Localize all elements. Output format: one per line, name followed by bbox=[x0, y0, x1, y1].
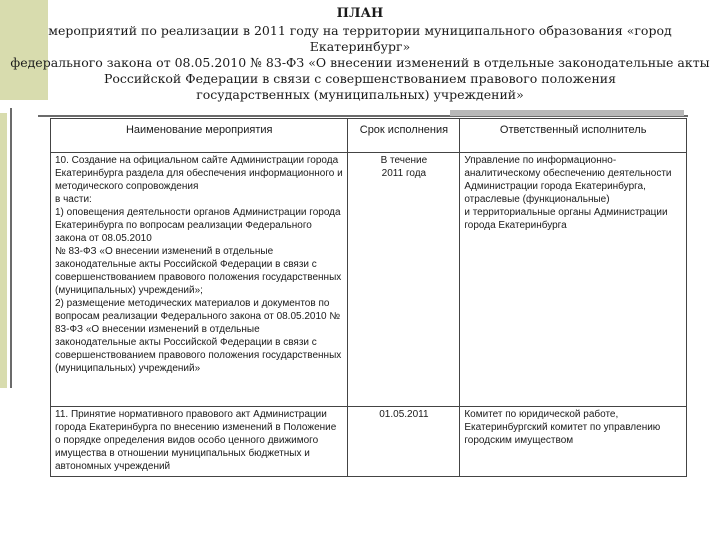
subtitle-line: федерального закона от 08.05.2010 № 83-ФЗ «О внесении изменений в отдельные законодательные акты bbox=[10, 55, 710, 70]
header-responsible: Ответственный исполнитель bbox=[460, 119, 687, 153]
cell-responsible: Комитет по юридической работе, Екатеринбургский комитет по управлению городским имуществом bbox=[460, 407, 687, 477]
decorative-vertical-line bbox=[10, 108, 12, 388]
table-header-row bbox=[51, 119, 687, 153]
decorative-bar-left bbox=[0, 113, 7, 388]
cell-deadline: 01.05.2011 bbox=[348, 407, 460, 477]
document-title: ПЛАН bbox=[336, 6, 384, 21]
decorative-gray-bar bbox=[450, 110, 684, 116]
table-row bbox=[51, 153, 687, 407]
subtitle-line: государственных (муниципальных) учреждений» bbox=[196, 87, 524, 102]
table-row bbox=[51, 407, 687, 477]
header-name: Наименование мероприятия bbox=[51, 119, 348, 153]
document-subtitle bbox=[0, 23, 720, 103]
header-deadline: Срок исполнения bbox=[348, 119, 460, 153]
cell-deadline: В течение 2011 года bbox=[348, 153, 460, 407]
cell-responsible: Управление по информационно-аналитическому обеспечению деятельности Администрации города Екатеринбурга, отраслевые (функциональные) и территориальные органы Администрации города Екатеринбурга bbox=[460, 153, 687, 407]
cell-name: 11. Принятие нормативного правового акт Администрации города Екатеринбурга по внесению изменений в Положение о порядке определения видов особо ценного движимого имущества в отношении муниципальных бюджетных и автономных учреждений bbox=[51, 407, 348, 477]
subtitle-line: мероприятий по реализации в 2011 году на территории муниципального образования «город Екатеринбург» bbox=[48, 23, 672, 54]
subtitle-line: Российской Федерации в связи с совершенствованием правового положения bbox=[103, 71, 617, 86]
cell-name: 10. Создание на официальном сайте Администрации города Екатеринбурга раздела для обеспечения информационного и методического сопровождения в части: 1) оповещения деятельности органов Администрации города Екатеринбурга по вопросам реализации Федерального закона от 08.05.2010 № 83-ФЗ «О внесении изменений в отдельные законодательные акты Российской Федерации в связи с совершенствованием правового положения государственных (муниципальных) учреждений»; 2) размещение методических материалов и документов по вопросам реализации Федерального закона от 08.05.2010 № 83-ФЗ «О внесении изменений в отдельные законодательные акты Российской Федерации в связи с совершенствованием правового положения государственных (муниципальных) учреждений» bbox=[51, 153, 348, 407]
plan-table bbox=[50, 118, 687, 477]
